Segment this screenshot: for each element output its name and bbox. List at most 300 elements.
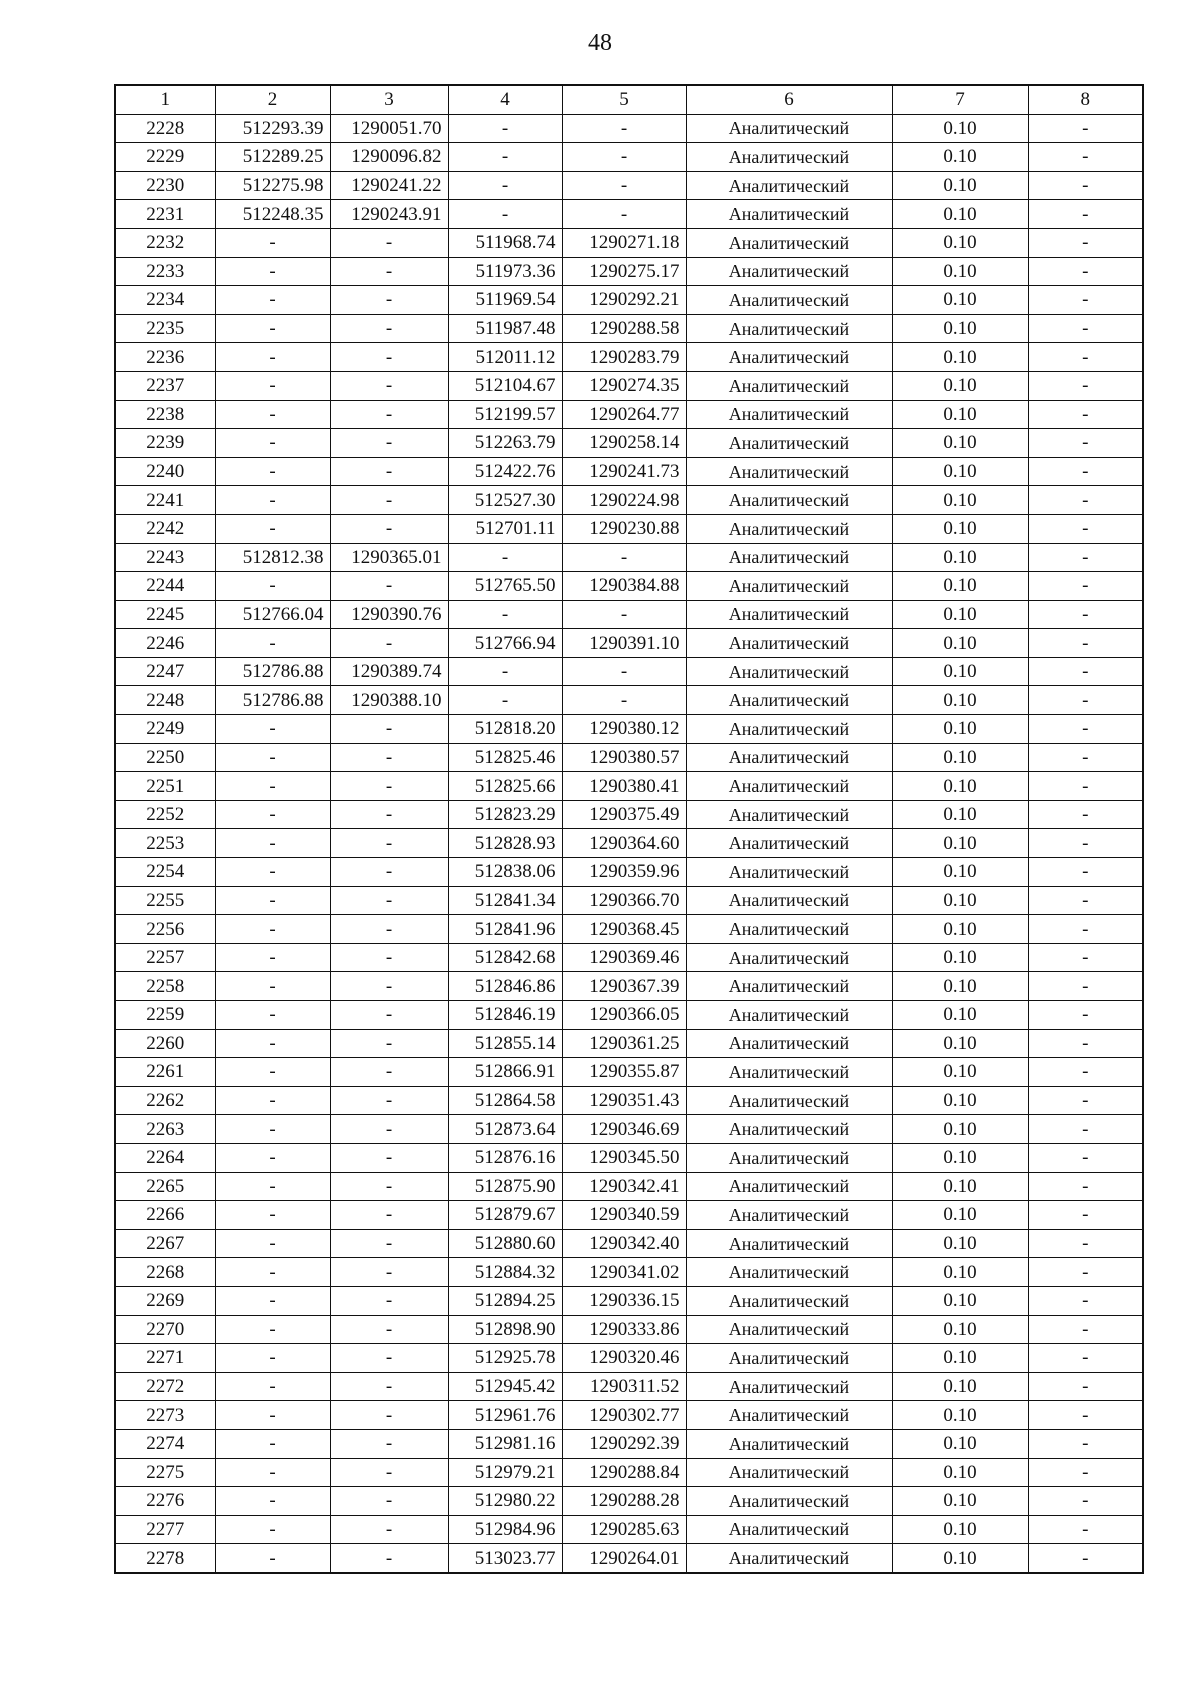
table-cell: 0.10 bbox=[892, 743, 1028, 772]
table-cell: 512786.88 bbox=[215, 686, 330, 715]
table-cell: - bbox=[1028, 1001, 1143, 1030]
table-row bbox=[115, 1258, 1143, 1287]
table-cell: - bbox=[215, 829, 330, 858]
table-cell: 2268 bbox=[115, 1258, 215, 1287]
table-cell: 1290283.79 bbox=[562, 343, 686, 372]
table-cell: 512293.39 bbox=[215, 114, 330, 143]
table-cell: 0.10 bbox=[892, 457, 1028, 486]
table-cell: - bbox=[215, 1286, 330, 1315]
table-cell: 512880.60 bbox=[448, 1229, 562, 1258]
table-cell: 0.10 bbox=[892, 629, 1028, 658]
table-cell: 0.10 bbox=[892, 114, 1028, 143]
table-cell: 2270 bbox=[115, 1315, 215, 1344]
table-cell: - bbox=[330, 257, 448, 286]
table-cell: Аналитический bbox=[686, 1172, 892, 1201]
table-cell: 2261 bbox=[115, 1058, 215, 1087]
table-cell: - bbox=[330, 371, 448, 400]
table-cell: 512263.79 bbox=[448, 429, 562, 458]
table-cell: - bbox=[330, 1001, 448, 1030]
table-cell: 1290380.57 bbox=[562, 743, 686, 772]
table-cell: 0.10 bbox=[892, 286, 1028, 315]
table-cell: - bbox=[215, 1058, 330, 1087]
table-cell: - bbox=[330, 1029, 448, 1058]
table-cell: 1290361.25 bbox=[562, 1029, 686, 1058]
table-cell: - bbox=[330, 1058, 448, 1087]
table-cell: 512866.91 bbox=[448, 1058, 562, 1087]
table-cell: 1290351.43 bbox=[562, 1086, 686, 1115]
table-cell: Аналитический bbox=[686, 114, 892, 143]
table-cell: - bbox=[330, 572, 448, 601]
table-cell: 0.10 bbox=[892, 257, 1028, 286]
table-cell: Аналитический bbox=[686, 943, 892, 972]
table-row bbox=[115, 1172, 1143, 1201]
table-cell: 1290342.40 bbox=[562, 1229, 686, 1258]
table-row bbox=[115, 143, 1143, 172]
table-cell: Аналитический bbox=[686, 743, 892, 772]
table-cell: - bbox=[1028, 743, 1143, 772]
table-cell: 0.10 bbox=[892, 1286, 1028, 1315]
table-cell: 512825.46 bbox=[448, 743, 562, 772]
table-cell: 512823.29 bbox=[448, 800, 562, 829]
table-cell: 0.10 bbox=[892, 1401, 1028, 1430]
table-cell: 0.10 bbox=[892, 143, 1028, 172]
table-row bbox=[115, 171, 1143, 200]
table-row bbox=[115, 943, 1143, 972]
table-cell: - bbox=[215, 858, 330, 887]
table-cell: - bbox=[1028, 686, 1143, 715]
table-cell: 512527.30 bbox=[448, 486, 562, 515]
table-cell: 512846.86 bbox=[448, 972, 562, 1001]
table-cell: 1290243.91 bbox=[330, 200, 448, 229]
table-cell: - bbox=[215, 457, 330, 486]
table-cell: Аналитический bbox=[686, 286, 892, 315]
table-row bbox=[115, 800, 1143, 829]
table-cell: - bbox=[330, 1258, 448, 1287]
table-cell: 2230 bbox=[115, 171, 215, 200]
table-row bbox=[115, 314, 1143, 343]
table-cell: 0.10 bbox=[892, 943, 1028, 972]
table-cell: Аналитический bbox=[686, 371, 892, 400]
table-cell: - bbox=[1028, 1058, 1143, 1087]
table-cell: - bbox=[1028, 858, 1143, 887]
table-cell: - bbox=[215, 1029, 330, 1058]
coordinates-table bbox=[114, 84, 1144, 1574]
table-cell: Аналитический bbox=[686, 457, 892, 486]
table-cell: 512855.14 bbox=[448, 1029, 562, 1058]
table-cell: - bbox=[215, 1172, 330, 1201]
table-row bbox=[115, 686, 1143, 715]
table-cell: Аналитический bbox=[686, 1258, 892, 1287]
table-cell: Аналитический bbox=[686, 1372, 892, 1401]
table-row bbox=[115, 457, 1143, 486]
table-cell: 2241 bbox=[115, 486, 215, 515]
table-cell: 1290333.86 bbox=[562, 1315, 686, 1344]
table-cell: - bbox=[330, 915, 448, 944]
table-cell: - bbox=[1028, 343, 1143, 372]
table-cell: - bbox=[1028, 1315, 1143, 1344]
table-cell: - bbox=[215, 1487, 330, 1516]
table-row bbox=[115, 743, 1143, 772]
table-cell: - bbox=[330, 228, 448, 257]
table-cell: - bbox=[1028, 972, 1143, 1001]
table-cell: 2232 bbox=[115, 228, 215, 257]
table-cell: 512945.42 bbox=[448, 1372, 562, 1401]
table-cell: 1290288.28 bbox=[562, 1487, 686, 1516]
table-cell: 2275 bbox=[115, 1458, 215, 1487]
table-cell: - bbox=[1028, 143, 1143, 172]
table-cell: - bbox=[1028, 1258, 1143, 1287]
table-cell: - bbox=[1028, 829, 1143, 858]
table-cell: - bbox=[1028, 1115, 1143, 1144]
table-cell: 512818.20 bbox=[448, 715, 562, 744]
table-cell: 1290380.41 bbox=[562, 772, 686, 801]
table-row bbox=[115, 486, 1143, 515]
table-row bbox=[115, 514, 1143, 543]
table-row bbox=[115, 1058, 1143, 1087]
table-cell: 2276 bbox=[115, 1487, 215, 1516]
table-cell: - bbox=[330, 772, 448, 801]
table-cell: 512864.58 bbox=[448, 1086, 562, 1115]
table-cell: - bbox=[1028, 286, 1143, 315]
table-cell: 1290264.77 bbox=[562, 400, 686, 429]
table-cell: Аналитический bbox=[686, 343, 892, 372]
table-row bbox=[115, 572, 1143, 601]
table-cell: 0.10 bbox=[892, 1201, 1028, 1230]
table-cell: 0.10 bbox=[892, 314, 1028, 343]
table-cell: 1290341.02 bbox=[562, 1258, 686, 1287]
column-header-4: 4 bbox=[448, 85, 562, 114]
table-cell: - bbox=[215, 886, 330, 915]
table-cell: - bbox=[562, 686, 686, 715]
table-cell: 511969.54 bbox=[448, 286, 562, 315]
table-cell: 1290311.52 bbox=[562, 1372, 686, 1401]
table-cell: Аналитический bbox=[686, 1487, 892, 1516]
table-cell: - bbox=[330, 1286, 448, 1315]
table-row bbox=[115, 1143, 1143, 1172]
table-cell: 0.10 bbox=[892, 1458, 1028, 1487]
table-cell: - bbox=[330, 943, 448, 972]
table-cell: Аналитический bbox=[686, 486, 892, 515]
table-cell: - bbox=[1028, 400, 1143, 429]
table-cell: 1290359.96 bbox=[562, 858, 686, 887]
table-cell: 1290264.01 bbox=[562, 1544, 686, 1573]
table-cell: 0.10 bbox=[892, 429, 1028, 458]
table-cell: 2251 bbox=[115, 772, 215, 801]
table-cell: - bbox=[1028, 543, 1143, 572]
table-cell: 512841.34 bbox=[448, 886, 562, 915]
table-cell: - bbox=[215, 1315, 330, 1344]
table-cell: 2231 bbox=[115, 200, 215, 229]
table-cell: - bbox=[1028, 114, 1143, 143]
table-cell: - bbox=[448, 200, 562, 229]
table-cell: 0.10 bbox=[892, 800, 1028, 829]
table-cell: - bbox=[215, 972, 330, 1001]
table-cell: 0.10 bbox=[892, 543, 1028, 572]
table-row bbox=[115, 629, 1143, 658]
table-cell: - bbox=[1028, 1086, 1143, 1115]
table-cell: - bbox=[1028, 943, 1143, 972]
table-cell: 2233 bbox=[115, 257, 215, 286]
table-row bbox=[115, 1086, 1143, 1115]
table-cell: - bbox=[562, 171, 686, 200]
table-row bbox=[115, 343, 1143, 372]
table-cell: - bbox=[215, 1086, 330, 1115]
table-row bbox=[115, 1401, 1143, 1430]
table-cell: - bbox=[330, 858, 448, 887]
table-cell: - bbox=[215, 400, 330, 429]
table-cell: 2228 bbox=[115, 114, 215, 143]
table-cell: Аналитический bbox=[686, 1001, 892, 1030]
table-cell: 0.10 bbox=[892, 1172, 1028, 1201]
table-cell: 512248.35 bbox=[215, 200, 330, 229]
table-cell: 1290391.10 bbox=[562, 629, 686, 658]
table-cell: 1290230.88 bbox=[562, 514, 686, 543]
table-cell: Аналитический bbox=[686, 143, 892, 172]
table-cell: 1290051.70 bbox=[330, 114, 448, 143]
table-cell: 1290271.18 bbox=[562, 228, 686, 257]
table-cell: 512876.16 bbox=[448, 1143, 562, 1172]
table-row bbox=[115, 915, 1143, 944]
table-cell: - bbox=[330, 429, 448, 458]
column-header-5: 5 bbox=[562, 85, 686, 114]
table-row bbox=[115, 772, 1143, 801]
table-row bbox=[115, 829, 1143, 858]
table-cell: Аналитический bbox=[686, 829, 892, 858]
table-row bbox=[115, 1487, 1143, 1516]
table-cell: - bbox=[215, 1429, 330, 1458]
table-cell: 1290258.14 bbox=[562, 429, 686, 458]
table-cell: Аналитический bbox=[686, 514, 892, 543]
table-cell: 512289.25 bbox=[215, 143, 330, 172]
table-cell: 2269 bbox=[115, 1286, 215, 1315]
table-row bbox=[115, 1544, 1143, 1573]
table-cell: 1290366.70 bbox=[562, 886, 686, 915]
table-cell: Аналитический bbox=[686, 572, 892, 601]
table-cell: 511987.48 bbox=[448, 314, 562, 343]
table-cell: 2244 bbox=[115, 572, 215, 601]
table-cell: 0.10 bbox=[892, 514, 1028, 543]
table-cell: 1290367.39 bbox=[562, 972, 686, 1001]
table-cell: - bbox=[330, 1229, 448, 1258]
table-cell: - bbox=[1028, 1201, 1143, 1230]
table-cell: 2239 bbox=[115, 429, 215, 458]
table-row bbox=[115, 286, 1143, 315]
table-cell: 0.10 bbox=[892, 1143, 1028, 1172]
table-cell: 2247 bbox=[115, 657, 215, 686]
table-cell: Аналитический bbox=[686, 915, 892, 944]
table-cell: 1290342.41 bbox=[562, 1172, 686, 1201]
table-cell: 1290224.98 bbox=[562, 486, 686, 515]
column-header-3: 3 bbox=[330, 85, 448, 114]
table-cell: 512275.98 bbox=[215, 171, 330, 200]
table-row bbox=[115, 886, 1143, 915]
table-cell: - bbox=[1028, 371, 1143, 400]
table-cell: Аналитический bbox=[686, 715, 892, 744]
table-cell: 512875.90 bbox=[448, 1172, 562, 1201]
table-row bbox=[115, 600, 1143, 629]
table-cell: - bbox=[448, 114, 562, 143]
table-cell: - bbox=[1028, 1401, 1143, 1430]
table-cell: 512961.76 bbox=[448, 1401, 562, 1430]
table-cell: Аналитический bbox=[686, 1286, 892, 1315]
table-cell: 1290380.12 bbox=[562, 715, 686, 744]
table-cell: 1290302.77 bbox=[562, 1401, 686, 1430]
table-cell: 0.10 bbox=[892, 1344, 1028, 1373]
table-cell: - bbox=[215, 1001, 330, 1030]
table-cell: - bbox=[330, 400, 448, 429]
table-cell: 2236 bbox=[115, 343, 215, 372]
table-cell: 2258 bbox=[115, 972, 215, 1001]
table-cell: 0.10 bbox=[892, 915, 1028, 944]
table-cell: - bbox=[330, 1401, 448, 1430]
table-cell: 512011.12 bbox=[448, 343, 562, 372]
table-cell: 1290355.87 bbox=[562, 1058, 686, 1087]
table-cell: - bbox=[215, 1258, 330, 1287]
table-cell: - bbox=[562, 143, 686, 172]
table-cell: - bbox=[1028, 629, 1143, 658]
table-cell: - bbox=[330, 343, 448, 372]
table-row bbox=[115, 657, 1143, 686]
table-cell: - bbox=[1028, 1515, 1143, 1544]
table-cell: - bbox=[448, 657, 562, 686]
table-cell: 2252 bbox=[115, 800, 215, 829]
table-row bbox=[115, 1029, 1143, 1058]
table-cell: Аналитический bbox=[686, 886, 892, 915]
table-cell: 1290288.84 bbox=[562, 1458, 686, 1487]
table-body bbox=[115, 114, 1143, 1573]
table-cell: - bbox=[1028, 200, 1143, 229]
table-cell: 512825.66 bbox=[448, 772, 562, 801]
table-cell: 2255 bbox=[115, 886, 215, 915]
table-cell: - bbox=[1028, 1286, 1143, 1315]
table-cell: 1290368.45 bbox=[562, 915, 686, 944]
table-cell: 0.10 bbox=[892, 886, 1028, 915]
table-cell: 512981.16 bbox=[448, 1429, 562, 1458]
table-cell: 2266 bbox=[115, 1201, 215, 1230]
table-cell: Аналитический bbox=[686, 400, 892, 429]
table-cell: 2271 bbox=[115, 1344, 215, 1373]
table-cell: - bbox=[1028, 657, 1143, 686]
table-cell: - bbox=[1028, 457, 1143, 486]
table-cell: - bbox=[1028, 1544, 1143, 1573]
table-cell: 0.10 bbox=[892, 600, 1028, 629]
table-cell: - bbox=[562, 200, 686, 229]
table-cell: 512828.93 bbox=[448, 829, 562, 858]
table-cell: 1290369.46 bbox=[562, 943, 686, 972]
table-cell: 0.10 bbox=[892, 1058, 1028, 1087]
table-cell: 512701.11 bbox=[448, 514, 562, 543]
table-cell: - bbox=[1028, 429, 1143, 458]
table-cell: 2254 bbox=[115, 858, 215, 887]
table-cell: 2265 bbox=[115, 1172, 215, 1201]
table-cell: - bbox=[215, 228, 330, 257]
table-cell: 2243 bbox=[115, 543, 215, 572]
table-cell: 1290241.73 bbox=[562, 457, 686, 486]
table-cell: Аналитический bbox=[686, 772, 892, 801]
table-cell: - bbox=[215, 1344, 330, 1373]
table-cell: - bbox=[1028, 1429, 1143, 1458]
table-row bbox=[115, 715, 1143, 744]
table-cell: 2235 bbox=[115, 314, 215, 343]
table-cell: Аналитический bbox=[686, 1029, 892, 1058]
table-cell: 512422.76 bbox=[448, 457, 562, 486]
table-row bbox=[115, 400, 1143, 429]
table-cell: 0.10 bbox=[892, 1429, 1028, 1458]
table-cell: 2242 bbox=[115, 514, 215, 543]
table-cell: 512979.21 bbox=[448, 1458, 562, 1487]
table-cell: 1290275.17 bbox=[562, 257, 686, 286]
table-cell: 2249 bbox=[115, 715, 215, 744]
table-cell: 1290388.10 bbox=[330, 686, 448, 715]
table-cell: 2260 bbox=[115, 1029, 215, 1058]
table-row bbox=[115, 228, 1143, 257]
table-cell: 0.10 bbox=[892, 343, 1028, 372]
table-row bbox=[115, 257, 1143, 286]
table-cell: - bbox=[562, 657, 686, 686]
table-cell: 512884.32 bbox=[448, 1258, 562, 1287]
table-cell: 513023.77 bbox=[448, 1544, 562, 1573]
table-cell: 1290292.21 bbox=[562, 286, 686, 315]
table-cell: 2263 bbox=[115, 1115, 215, 1144]
table-cell: 512199.57 bbox=[448, 400, 562, 429]
table-cell: - bbox=[1028, 1029, 1143, 1058]
table-cell: Аналитический bbox=[686, 257, 892, 286]
table-cell: - bbox=[1028, 886, 1143, 915]
table-cell: Аналитический bbox=[686, 657, 892, 686]
table-cell: - bbox=[215, 1458, 330, 1487]
table-cell: - bbox=[448, 543, 562, 572]
table-row bbox=[115, 1458, 1143, 1487]
table-cell: 0.10 bbox=[892, 400, 1028, 429]
table-row bbox=[115, 1315, 1143, 1344]
table-cell: - bbox=[215, 1372, 330, 1401]
table-cell: Аналитический bbox=[686, 800, 892, 829]
table-cell: - bbox=[330, 1201, 448, 1230]
table-cell: - bbox=[330, 514, 448, 543]
table-cell: - bbox=[1028, 1172, 1143, 1201]
table-cell: 2267 bbox=[115, 1229, 215, 1258]
table-cell: Аналитический bbox=[686, 686, 892, 715]
table-cell: - bbox=[330, 1115, 448, 1144]
table-cell: 1290390.76 bbox=[330, 600, 448, 629]
table-cell: 1290274.35 bbox=[562, 371, 686, 400]
table-cell: - bbox=[215, 1515, 330, 1544]
table-cell: Аналитический bbox=[686, 1086, 892, 1115]
table-cell: - bbox=[330, 886, 448, 915]
table-cell: Аналитический bbox=[686, 1544, 892, 1573]
table-cell: Аналитический bbox=[686, 858, 892, 887]
table-cell: 0.10 bbox=[892, 1001, 1028, 1030]
table-cell: - bbox=[1028, 572, 1143, 601]
table-cell: - bbox=[215, 800, 330, 829]
table-cell: 2253 bbox=[115, 829, 215, 858]
page-number: 48 bbox=[588, 30, 612, 56]
table-cell: - bbox=[1028, 171, 1143, 200]
table-cell: - bbox=[1028, 1372, 1143, 1401]
table-cell: - bbox=[330, 1086, 448, 1115]
table-row bbox=[115, 114, 1143, 143]
table-cell: 512104.67 bbox=[448, 371, 562, 400]
table-cell: 0.10 bbox=[892, 1487, 1028, 1516]
table-cell: - bbox=[215, 915, 330, 944]
table-cell: Аналитический bbox=[686, 1515, 892, 1544]
table-cell: Аналитический bbox=[686, 1058, 892, 1087]
table-cell: - bbox=[215, 1401, 330, 1430]
table-cell: - bbox=[1028, 257, 1143, 286]
column-header-6: 6 bbox=[686, 85, 892, 114]
table-cell: 0.10 bbox=[892, 228, 1028, 257]
table-cell: 0.10 bbox=[892, 1229, 1028, 1258]
